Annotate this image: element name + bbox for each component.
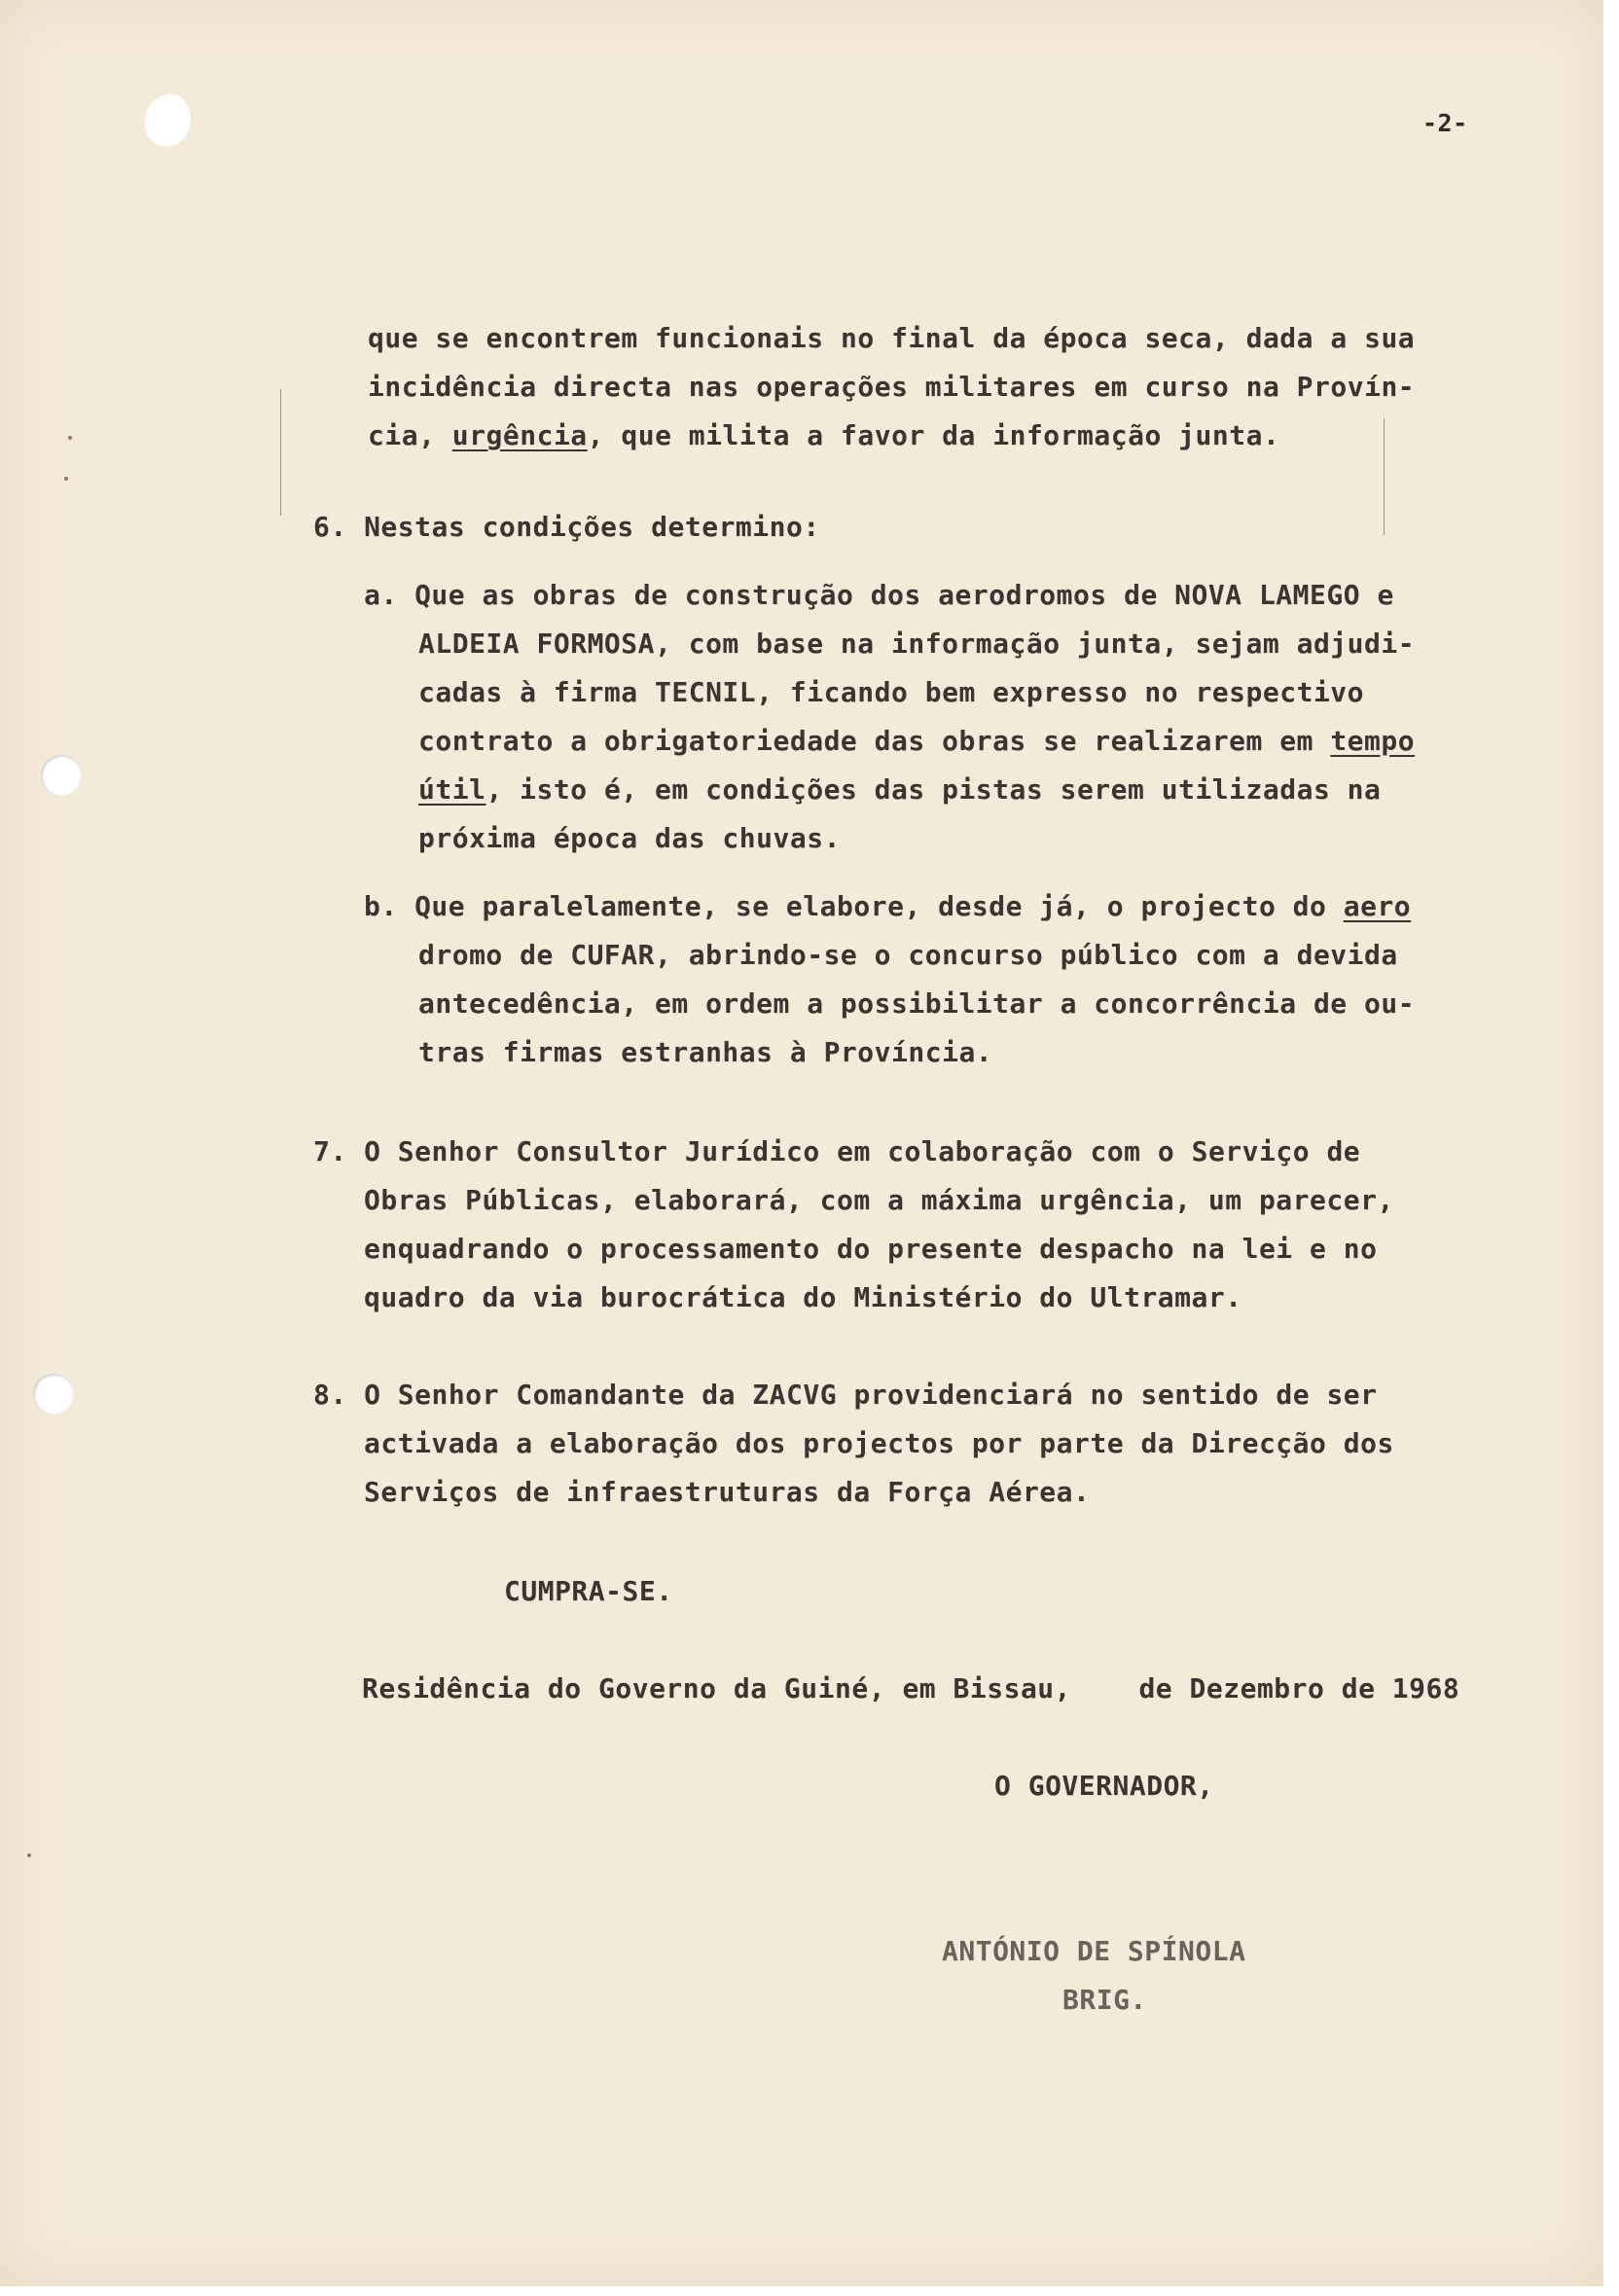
text-line [418,822,841,854]
text-span: incidência directa nas operações militares em curso na Provín- [368,371,1416,403]
underlined-word: útil [418,773,486,806]
text-line [364,1476,1091,1508]
text-line [368,322,1416,354]
text-span: cia, [368,419,452,451]
text-line [364,1427,1394,1459]
text-span: , isto é, em condições das pistas serem utilizadas na [486,773,1382,806]
text-span: cadas à firma TECNIL, ficando bem expresso no respectivo [418,676,1365,708]
underlined-word: aero [1343,890,1412,922]
text-span: , que milita a favor da informação junta. [587,419,1280,451]
speck [64,477,68,481]
punch-hole-lower [33,1374,74,1415]
text-line [364,890,1412,922]
speck [27,1853,31,1857]
text-line [418,1036,993,1068]
margin-mark-right [1384,418,1385,535]
text-span: Obras Públicas, elaborará, com a máxima urgência, um parecer, [364,1184,1394,1216]
text-line [418,725,1416,757]
text-span: 7. O Senhor Consultor Jurídico em colaboração com o Serviço de [313,1135,1361,1167]
text-span: a. Que as obras de construção dos aerodromos de NOVA LAMEGO e [364,579,1394,611]
text-span: ALDEIA FORMOSA, com base na informação junta, sejam adjudi- [418,628,1416,660]
text-span: próxima época das chuvas. [418,822,841,854]
text-span: O GOVERNADOR, [994,1770,1214,1802]
page-number: -2- [1422,109,1468,137]
signatory-name [942,1935,1246,1967]
text-line [418,676,1365,708]
text-span: quadro da via burocrática do Ministério do Ultramar. [364,1281,1242,1313]
text-span: CUMPRA-SE. [504,1575,673,1607]
punch-hole-upper [41,755,82,796]
text-span: ANTÓNIO DE SPÍNOLA [942,1935,1246,1967]
text-span: contrato a obrigatoriedade das obras se realizarem em [418,725,1331,757]
text-line [364,1184,1394,1216]
text-span: BRIG. [1062,1984,1147,2016]
text-span: que se encontrem funcionais no final da época seca, dada a sua [368,322,1416,354]
text-span: activada a elaboração dos projectos por parte da Direcção dos [364,1427,1394,1459]
text-span: Residência do Governo da Guiné, em Bissau, de Dezembro de 1968 [362,1672,1460,1704]
text-line [364,1281,1242,1313]
text-span: antecedência, em ordem a possibilitar a concorrência de ou- [418,987,1416,1020]
text-span: enquadrando o processamento do presente despacho na lei e no [364,1233,1378,1265]
place-date [362,1672,1460,1704]
signature-role [994,1770,1214,1802]
text-line [418,773,1382,806]
text-line [364,1233,1378,1265]
torn-corner [138,90,197,152]
cumpra-se [504,1575,673,1607]
text-span: b. Que paralelamente, se elabore, desde já, o projecto do [364,890,1344,922]
text-span: 8. O Senhor Comandante da ZACVG providenciará no sentido de ser [313,1379,1378,1411]
text-line [313,1381,1378,1409]
speck [68,436,72,440]
text-line [313,1135,1361,1167]
text-line [368,419,1280,451]
margin-mark-left [280,389,281,516]
underlined-word: urgência [451,419,588,451]
text-line [418,939,1398,971]
paragraph-heading [313,511,820,543]
text-line [368,371,1416,403]
text-line [364,579,1394,611]
text-span: Serviços de infraestruturas da Força Aérea. [364,1476,1091,1508]
text-line [418,630,1415,658]
text-span: tras firmas estranhas à Província. [418,1036,993,1068]
underlined-word: tempo [1330,725,1416,757]
text-span: 6. Nestas condições determino: [313,511,820,543]
text-line [418,987,1416,1020]
text-span: dromo de CUFAR, abrindo-se o concurso público com a devida [418,939,1398,971]
signatory-rank [1062,1984,1147,2016]
